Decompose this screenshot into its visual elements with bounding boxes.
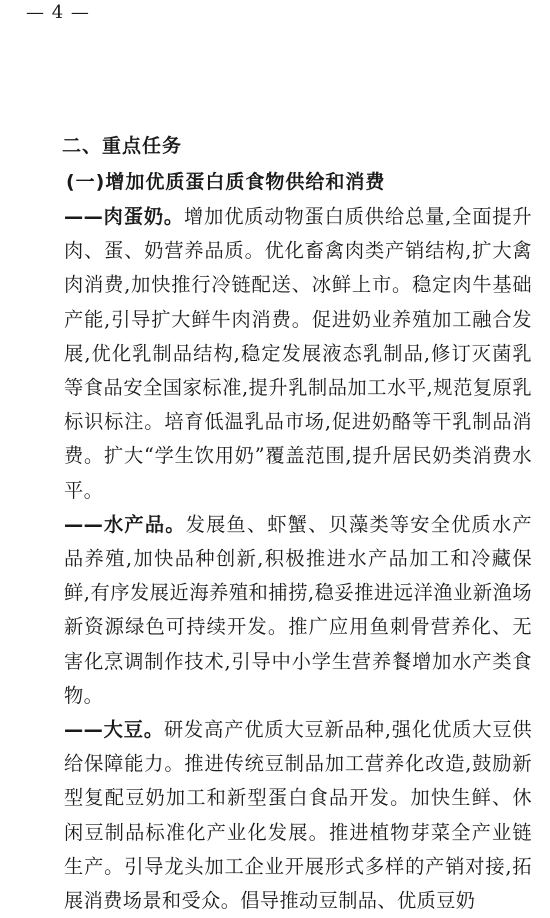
paragraph-text: 增加优质动物蛋白质供给总量,全面提升肉、蛋、奶营养品质。优化畜禽肉类产销结构,扩大禽肉消费,加快推行冷链配送、冰鲜上市。稳定肉牛基础产能,引导扩大鲜牛肉消费。促进奶业养殖加工融合发展,优化乳制品结构,稳定发展液态乳制品,修订灭菌乳等食品安全国家标准,提升乳制品加工水平,规范复原乳标识标注。培育低温乳品市场,促进奶酪等干乳制品消费。扩大“学生饮用奶”覆盖范围,提升居民奶类消费水平。 [64, 205, 532, 502]
page-number: — 4 — [26, 2, 90, 23]
paragraph-text: 研发高产优质大豆新品种,强化优质大豆供给保障能力。推进传统豆制品加工营养化改造,鼓励新型复配豆奶加工和新型蛋白食品开发。加快生鲜、休闲豆制品标准化产业化发展。推进植物芽菜全产业链生产。引导龙头加工企业开展形式多样的产销对接,拓展消费场景和受众。倡导推动豆制品、优质豆奶 [64, 718, 532, 913]
paragraph-lead: ——大豆。 [64, 718, 164, 742]
section-heading: 二、重点任务 [62, 135, 183, 157]
subsection-heading: (一)增加优质蛋白质食物供给和消费 [66, 171, 386, 193]
paragraph-aquatic-products [24, 508, 532, 713]
paragraph-list [24, 200, 532, 918]
paragraph-lead: ——水产品。 [64, 512, 186, 536]
document-body [62, 128, 532, 918]
paragraph-text: 发展鱼、虾蟹、贝藻类等安全优质水产品养殖,加快品种创新,积极推进水产品加工和冷藏保鲜,有序发展近海养殖和捕捞,稳妥推进远洋渔业新渔场新资源绿色可持续开发。推广应用鱼刺骨营养化、无害化烹调制作技术,引导中小学生营养餐增加水产类食物。 [64, 512, 532, 707]
paragraph-meat-egg-milk [24, 200, 532, 508]
paragraph-soybean [24, 713, 532, 918]
paragraph-lead: ——肉蛋奶。 [64, 205, 185, 228]
